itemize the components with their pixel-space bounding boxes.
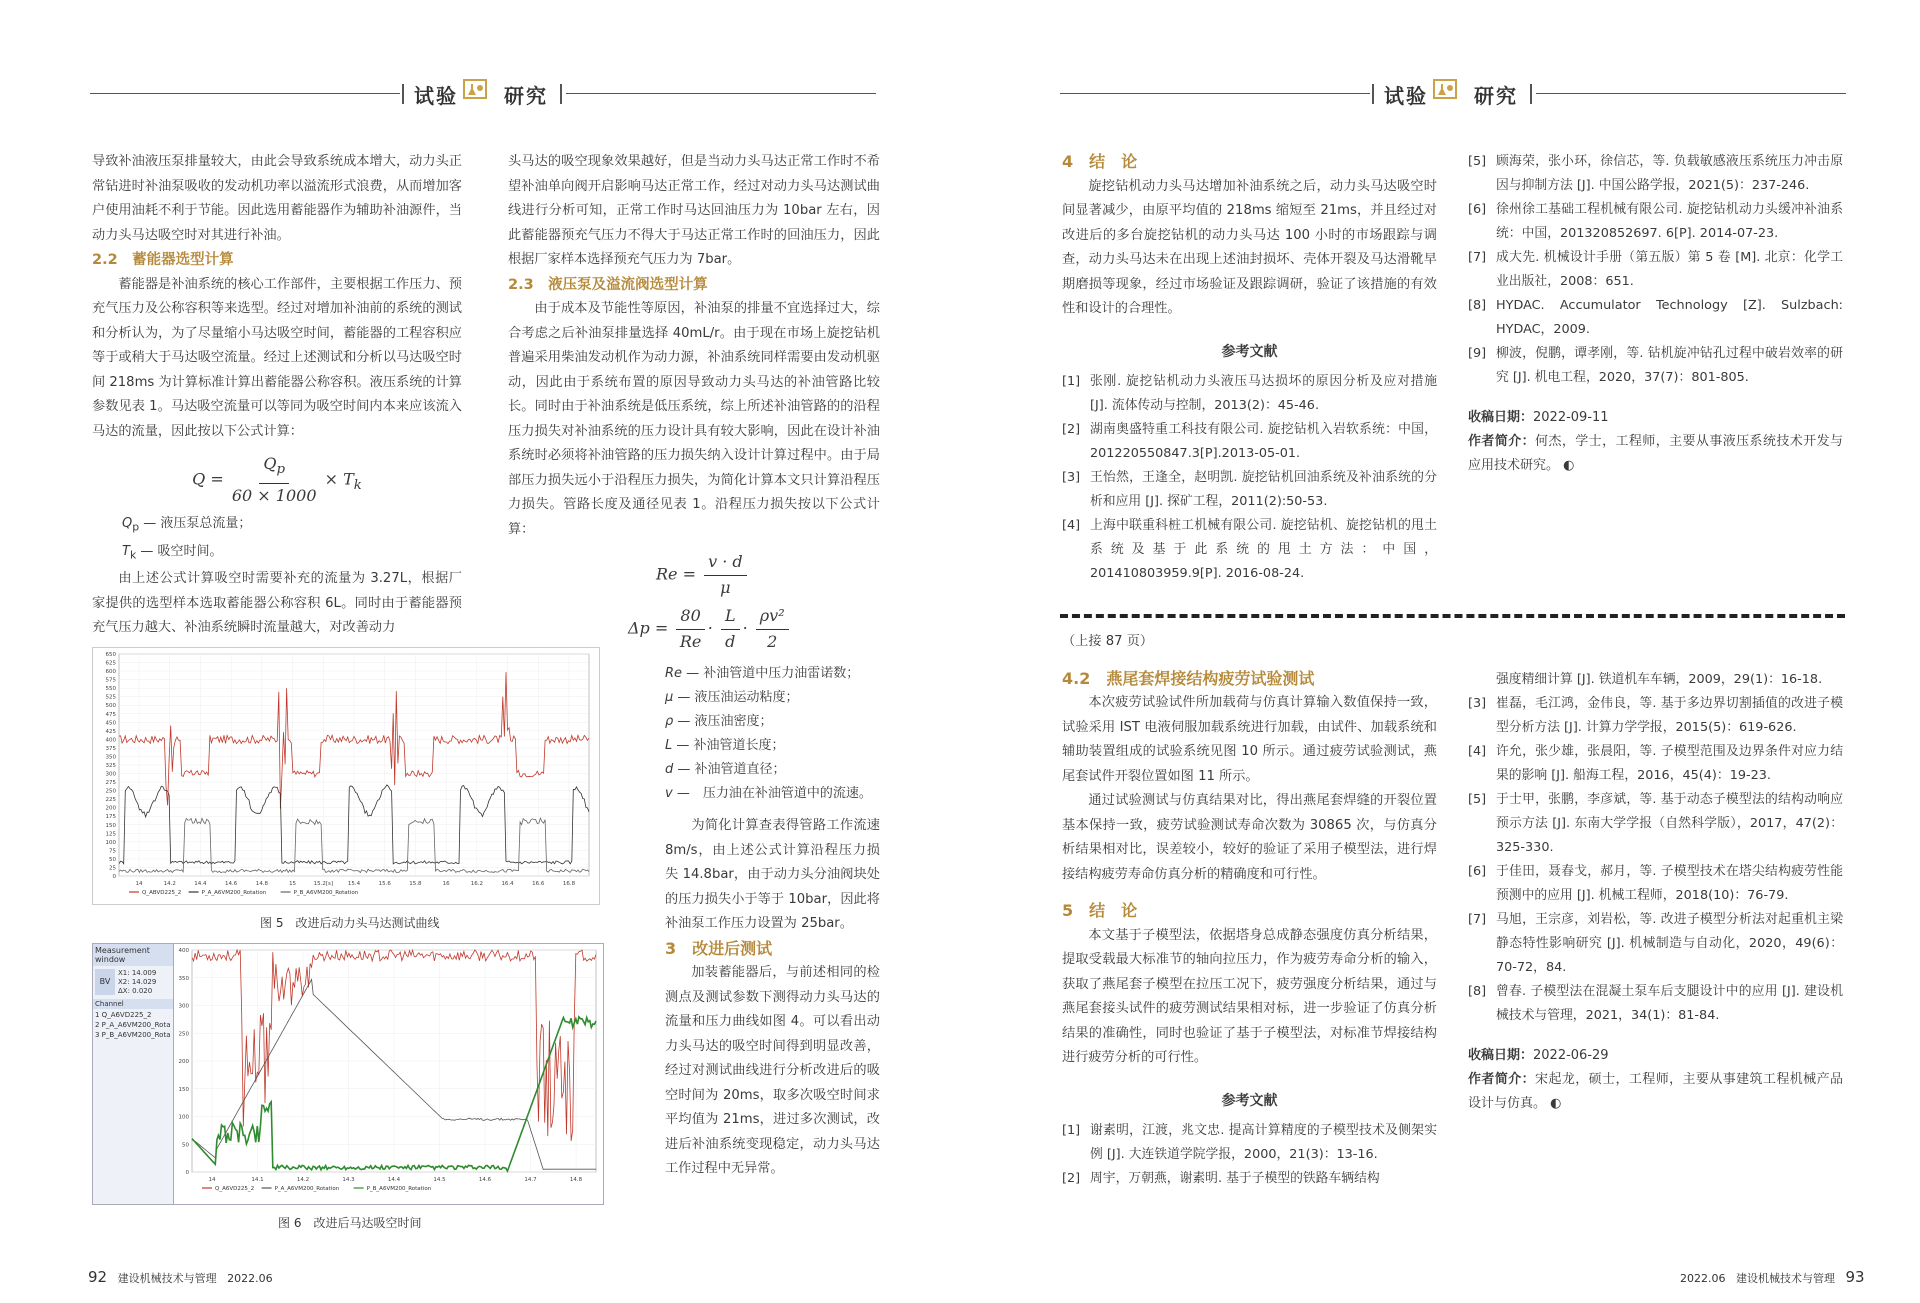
x-tick-label: 14.5 — [433, 1177, 446, 1183]
x-tick-label: 14 — [135, 881, 143, 887]
header-label-left: 试验 — [414, 84, 458, 108]
x-tick-label: 15.8 — [409, 881, 422, 887]
x-tick-label: 14.7 — [524, 1177, 537, 1183]
figure-6 — [92, 943, 604, 1205]
section-heading: 5 结 论 — [1062, 901, 1138, 920]
header-divider — [1372, 84, 1374, 104]
y-tick-label: 525 — [105, 694, 116, 701]
y-tick-label: 50 — [182, 1142, 189, 1149]
x-tick-label: 14.3 — [342, 1177, 355, 1183]
legend-label: Q_ABVD225_2 — [142, 890, 182, 896]
y-tick-label: 625 — [105, 660, 116, 667]
footer-left — [88, 1268, 273, 1286]
column-2b — [665, 662, 880, 1182]
paragraph: 旋挖钻机动力头马达增加补油系统之后，动力头马达吸空时间显著减少，由原平均值的 218ms 缩短至 21ms，并且经过对改进后的多台旋挖钻机的动力头马达 100 小时的市场跟踪与调查，动力头马达未在出现上述油封损坏、壳体开裂及马达滑靴早期磨损等现象，经过市场验证及跟踪调研，验证了该措施的有效性和设计的合理性。 — [1062, 178, 1437, 316]
reference-item: [9] 柳波，倪鹏，谭孝刚，等. 钻机旋冲钻孔过程中破岩效率的研究 [J]. 机电工程，2020，37(7)：801-805. — [1468, 346, 1843, 385]
header-rule-left — [90, 93, 400, 94]
column-5 — [1062, 630, 1437, 1191]
paragraph: 导致补油液压泵排量较大，由此会导致系统成本增大，动力头正常钻进时补油泵吸收的发动机功率以溢流形式浪费，从而增加客户使用油耗不利于节能。因此选用蓄能器作为辅助补油源件，当动力头马达吸空时对其进行补油。 — [92, 154, 462, 243]
bv-button[interactable]: BV — [95, 969, 115, 995]
header-rule-left-2 — [566, 93, 876, 94]
reference-item: [2] 湖南奥盛特重工科技有限公司. 旋挖钻机入岩软系统：中国，201220550847.3[P].2013-05-01. — [1062, 422, 1437, 461]
measurement-panel — [93, 944, 174, 1204]
x-tick-label: 16.8 — [562, 881, 576, 887]
references-title: 参考文献 — [1221, 1092, 1278, 1109]
paragraph: 头马达的吸空现象效果越好，但是当动力头马达正常工作时不希望补油单向阀开启影响马达正常工作，经过对动力头马达测试曲线进行分析可知，正常工作时马达回油压力为 10bar 左右，因此蓄能器预充气压力不得大于马达正常工作时的回油压力，因此根据厂家样本选择预充气压力为 7bar。 — [508, 154, 880, 267]
paragraph: 为简化计算查表得管路工作流速 8m/s，由上述公式计算沿程压力损失 14.8bar，由于动力头分油阀块处的压力损失小于等于 10bar，因此将补油泵工作压力设置为 25bar。 — [665, 818, 880, 931]
header-label-left: 试验 — [1384, 84, 1428, 108]
y-tick-label: 300 — [178, 1003, 189, 1010]
column-3 — [1062, 150, 1437, 586]
author-info: 作者简介：何杰，学士，工程师，主要从事液压系统技术开发与应用技术研究。 ◐ — [1468, 434, 1843, 473]
y-tick-label: 150 — [105, 822, 116, 829]
y-tick-label: 500 — [105, 703, 116, 710]
x-tick-label: 15 — [289, 881, 297, 887]
reference-item: [8] 曾春. 子模型法在混凝土泵车后支腿设计中的应用 [J]. 建设机械技术与管理，2021，34(1)：81-84. — [1468, 984, 1843, 1023]
x-tick-label: 14 — [208, 1177, 216, 1183]
reference-item: [3] 崔磊，毛江鸿，金伟良，等. 基于多边界切割插值的改进子模型分析方法 [J]. 计算力学学报，2015(5)：619-626. — [1468, 696, 1843, 735]
y-tick-label: 400 — [178, 948, 189, 954]
author-info: 作者简介：宋起龙，硕士，工程师，主要从事建筑工程机械产品设计与仿真。 ◐ — [1468, 1072, 1843, 1111]
reference-item: [6] 于佳田，聂春戈，郝月，等. 子模型技术在塔尖结构疲劳性能预测中的应用 [J]. 机械工程师，2018(10)：76-79. — [1468, 864, 1843, 903]
column-4 — [1468, 150, 1843, 478]
reference-item: [8] HYDAC. Accumulator Technology [Z]. Sulzbach: HYDAC，2009. — [1468, 298, 1843, 337]
section-heading: 2.3 液压泵及溢流阀选型计算 — [508, 276, 708, 293]
channel-header: Channel — [93, 999, 173, 1009]
y-tick-label: 75 — [109, 848, 116, 855]
issue-date: 2022.06 — [1680, 1272, 1726, 1285]
x-tick-label: 14.6 — [225, 881, 238, 887]
y-tick-label: 0 — [112, 874, 116, 880]
y-tick-label: 550 — [105, 686, 116, 693]
x-tick-label: 14.4 — [194, 881, 207, 887]
y-tick-label: 100 — [178, 1114, 189, 1121]
end-mark-icon: ◐ — [1550, 1096, 1562, 1111]
x-tick-label: 14.8 — [255, 881, 268, 887]
reference-item: [7] 马旭，王宗彦，刘岩松，等. 改进子模型分析法对起重机主梁静态特性影响研究 [J]. 机械制造与自动化，2020，49(6)：70-72，84. — [1468, 912, 1843, 975]
legend-label: P_A_A6VM200_Rotation — [201, 890, 267, 896]
legend-label: P_A_A6VM200_Rotation — [274, 1186, 340, 1192]
formula-re: Re = $\frac{v \cdot d}{\mu}$ — [656, 550, 880, 600]
x-tick-label: 14.6 — [478, 1177, 492, 1183]
reference-item: [3] 王怡然，王逢全，赵明凯. 旋挖钻机回油系统及补油系统的分析和应用 [J]. 探矿工程，2011(2):50-53. — [1062, 470, 1437, 509]
y-tick-label: 225 — [105, 797, 116, 804]
legend-label: Q_A6VD225_2 — [215, 1186, 255, 1192]
received-date: 收稿日期：2022-06-29 — [1468, 1048, 1609, 1063]
header-label-right: 研究 — [504, 84, 548, 108]
y-tick-label: 575 — [105, 677, 116, 684]
lab-flask-icon — [1432, 74, 1458, 100]
y-tick-label: 650 — [105, 652, 116, 658]
reference-item: [4] 许允，张少雄，张晨阳，等. 子模型范围及边界条件对应力结果的影响 [J]. 船海工程，2016，45(4)：19-23. — [1468, 744, 1843, 783]
paragraph: 通过试验测试与仿真结果对比，得出燕尾套焊缝的开裂位置基本保持一致，疲劳试验测试寿命次数为 30865 次，与仿真分析结果相对比，误差较小，较好的验证了采用子模型法，进行焊接结构疲劳寿命仿真分析的精确度和可行性。 — [1062, 793, 1437, 882]
channel-item[interactable]: 3 P_B_A6VM200_Rota — [95, 1031, 171, 1039]
y-tick-label: 275 — [105, 780, 116, 787]
y-tick-label: 25 — [109, 865, 116, 872]
received-date: 收稿日期：2022-09-11 — [1468, 410, 1609, 425]
y-tick-label: 250 — [105, 788, 116, 795]
paragraph: 加装蓄能器后，与前述相同的检测点及测试参数下测得动力头马达的流量和压力曲线如图 4。可以看出动力头马达的吸空时间得到明显改善，经过对测试曲线进行分析改进后的吸空时间为 20ms，取多次吸空时间求平均值为 21ms，进过多次测试，改进后补油系统变现稳定，动力头马达工作过程中无异常。 — [665, 965, 880, 1176]
formula-dp: Δp = $\frac{80}{Re}$ · $\frac{L}{d}$ · $\frac{\text{ρv²}}{2}$ — [628, 604, 880, 654]
figure-6-caption: 图 6 改进后马达吸空时间 — [278, 1216, 422, 1230]
reference-item: [1] 张刚. 旋挖钻机动力头液压马达损坏的原因分析及应对措施 [J]. 流体传动与控制，2013(2)：45-46. — [1062, 374, 1437, 413]
lab-flask-icon — [462, 74, 488, 100]
y-tick-label: 175 — [105, 814, 116, 821]
header-divider — [560, 84, 562, 104]
reference-item: [7] 成大先. 机械设计手册（第五版）第 5 卷 [M]. 北京：化学工业出版社，2008：651. — [1468, 250, 1843, 289]
x-tick-label: 15.4 — [347, 881, 361, 887]
legend-label: P_B_A6VM200_Rotation — [366, 1186, 432, 1192]
section-heading: 3 改进后测试 — [665, 938, 773, 958]
y-tick-label: 100 — [105, 839, 116, 846]
y-tick-label: 300 — [105, 771, 116, 778]
y-tick-label: 475 — [105, 711, 116, 718]
y-tick-label: 200 — [105, 805, 116, 812]
y-tick-label: 375 — [105, 745, 116, 752]
paragraph: 本次疲劳试验试件所加载荷与仿真计算输入数值保持一致，试验采用 IST 电液伺服加载系统进行加载，由试件、加载系统和辅助装置组成的试验系统见图 10 所示。通过疲劳试验测试，燕尾套试件开裂位置如图 11 所示。 — [1062, 695, 1437, 784]
x-tick-label: 15.2[s] — [313, 881, 333, 887]
reference-item-continued: 强度精细计算 [J]. 铁道机车车辆，2009，29(1)：16-18. — [1496, 672, 1823, 687]
y-tick-label: 125 — [105, 831, 116, 838]
legend-label: P_B_A6VM200_Rotation — [293, 890, 359, 896]
reference-item: [1] 谢素明，江渡，兆文忠. 提高计算精度的子模型技术及侧架实例 [J]. 大连铁道学院学报，2000，21(3)：13-16. — [1062, 1123, 1437, 1162]
header-rule-right — [1060, 93, 1370, 94]
section-separator — [1060, 614, 1845, 618]
figure-6-chart — [174, 944, 603, 1204]
header-rule-right-2 — [1536, 93, 1846, 94]
channel-item[interactable]: 1 Q_A6VD225_2 — [95, 1011, 152, 1019]
column-6 — [1468, 668, 1843, 1116]
paragraph: 由上述公式计算吸空时需要补充的流量为 3.27L，根据厂家提供的选型样本选取蓄能器公称容积 6L。同时由于蓄能器预充气压力越大、补油系统瞬时流量越大，对改善动力 — [92, 571, 462, 636]
x-tick-label: 14.8 — [569, 1177, 583, 1183]
issue-date: 2022.06 — [227, 1272, 273, 1285]
reference-item: [4] 上海中联重科桩工机械有限公司. 旋挖钻机、旋挖钻机的甩土系统及基于此系统的甩土方法：中国，201410803959.9[P]. 2016-08-24. — [1062, 518, 1437, 581]
channel-item[interactable]: 2 P_A_A6VM200_Rota — [95, 1021, 171, 1029]
x-tick-label: 16 — [442, 881, 450, 887]
x-tick-label: 15.6 — [378, 881, 391, 887]
panel-values: X1: 14.009 X2: 14.029 ΔX: 0.020 — [118, 969, 157, 995]
y-tick-label: 450 — [105, 720, 116, 727]
y-tick-label: 350 — [178, 975, 189, 982]
page-number: 93 — [1845, 1268, 1865, 1286]
y-tick-label: 600 — [105, 669, 116, 676]
y-tick-label: 425 — [105, 728, 116, 735]
section-heading: 4 结 论 — [1062, 152, 1138, 171]
references-title: 参考文献 — [1221, 343, 1278, 360]
x-tick-label: 16.4 — [501, 881, 514, 887]
header-divider — [1530, 84, 1532, 104]
paragraph: 由于成本及节能性等原因，补油泵的排量不宜选择过大，综合考虑之后补油泵排量选择 40mL/r。由于现在市场上旋挖钻机普遍采用柴油发动机作为动力源，补油系统同样需要由发动机驱动，因此由于系统布置的原因导致动力头马达的补油管路比较长。同时由于补油系统是低压系统，综上所述补油管路的的沿程压力损失对补油系统的压力设计具有较大影响，因此在设计补油系统时必须将补油管路的压力损失纳入设计计算过程中。由于局部压力损失远小于沿程压力损失，为简化计算本文只计算沿程压力损失。管路长度及通径见表 1。沿程压力损失按以下公式计算： — [508, 301, 880, 537]
channel-list — [93, 1009, 173, 1041]
figure-5-chart — [93, 648, 599, 904]
y-tick-label: 350 — [105, 754, 116, 761]
y-tick-label: 50 — [109, 856, 116, 863]
header-divider — [402, 84, 404, 104]
reference-item: [5] 顾海荣，张小环，徐信芯，等. 负载敏感液压系统压力冲击原因与抑制方法 [J]. 中国公路学报，2021(5)：237-246. — [1468, 154, 1843, 193]
paragraph: 蓄能器是补油系统的核心工作部件，主要根据工作压力、预充气压力及公称容积等来选型。经过对增加补油前的系统的测试和分析认为，为了尽量缩小马达吸空时间，蓄能器的工程容积应等于或稍大于马达吸空流量。经过上述测试和分析以马达吸空时间 218ms 为计算标准计算出蓄能器公称容积。液压系统的计算参数见表 1。马达吸空流量可以等同为吸空时间内本来应该流入马达的流量，因此按以下公式计算： — [92, 276, 462, 439]
paragraph: 本文基于子模型法，依据塔身总成静态强度仿真分析结果，提取受载最大标准节的轴向拉压力，作为疲劳寿命分析的输入，获取了燕尾套子模型在拉压工况下，疲劳强度分析结果，通过与燕尾套接头试件的疲劳测试结果相对标，进一步验证了仿真分析结果的准确性，同时也验证了基于子模型法，对标准节焊接结构进行疲劳分析的可行性。 — [1062, 927, 1437, 1065]
end-mark-icon: ◐ — [1563, 458, 1575, 473]
journal-name: 建设机械技术与管理 — [117, 1272, 217, 1285]
section-heading: 4.2 燕尾套焊接结构疲劳试验测试 — [1062, 668, 1315, 688]
x-tick-label: 16.2 — [470, 881, 483, 887]
continued-note: （上接 87 页） — [1062, 634, 1154, 649]
reference-item: [6] 徐州徐工基础工程机械有限公司. 旋挖钻机动力头缓冲补油系统：中国，201320852697. 6[P]. 2014-07-23. — [1468, 202, 1843, 241]
y-tick-label: 150 — [178, 1086, 189, 1093]
figure-5-caption: 图 5 改进后动力头马达测试曲线 — [260, 916, 440, 930]
x-tick-label: 14.2 — [163, 881, 176, 887]
y-tick-label: 200 — [178, 1059, 189, 1065]
header-label-right: 研究 — [1474, 84, 1518, 108]
column-2 — [508, 150, 880, 658]
variable-list: Re — 补油管道中压力油雷诺数； μ — 液压油运动粘度； ρ — 液压油密度； L — 补油管道长度； d — 补油管道直径； v — 压力油在补油管道中的流速。 — [665, 666, 872, 801]
figure-5 — [92, 647, 600, 905]
footer-right — [1680, 1268, 1865, 1286]
y-tick-label: 325 — [105, 763, 116, 769]
journal-name: 建设机械技术与管理 — [1736, 1272, 1835, 1285]
y-tick-label: 400 — [105, 737, 116, 744]
x-tick-label: 14.4 — [387, 1177, 401, 1183]
column-1 — [92, 150, 462, 641]
section-heading: 2.2 蓄能器选型计算 — [92, 252, 234, 268]
panel-title: Measurement window — [93, 944, 173, 966]
page-number: 92 — [88, 1268, 108, 1286]
formula-q: Q = $\frac{Q_p}{60 \times 1000}$ × $T_k$ — [192, 454, 362, 505]
reference-item: [2] 周宇，万朝燕，谢素明. 基于子模型的铁路车辆结构 — [1062, 1171, 1380, 1186]
variable-list: $Q_p$ — 液压泵总流量； $T_k$ — 吸空时间。 — [122, 516, 252, 562]
y-tick-label: 250 — [178, 1031, 189, 1038]
reference-item: [5] 于士甲，张鹏，李彦斌，等. 基于动态子模型法的结构动响应预示方法 [J]. 东南大学学报（自然科学版），2017，47(2)：325-330. — [1468, 792, 1843, 855]
y-tick-label: 0 — [185, 1170, 189, 1176]
x-tick-label: 14.2 — [296, 1177, 310, 1183]
x-tick-label: 14.1 — [251, 1177, 264, 1183]
x-tick-label: 16.6 — [532, 881, 545, 887]
